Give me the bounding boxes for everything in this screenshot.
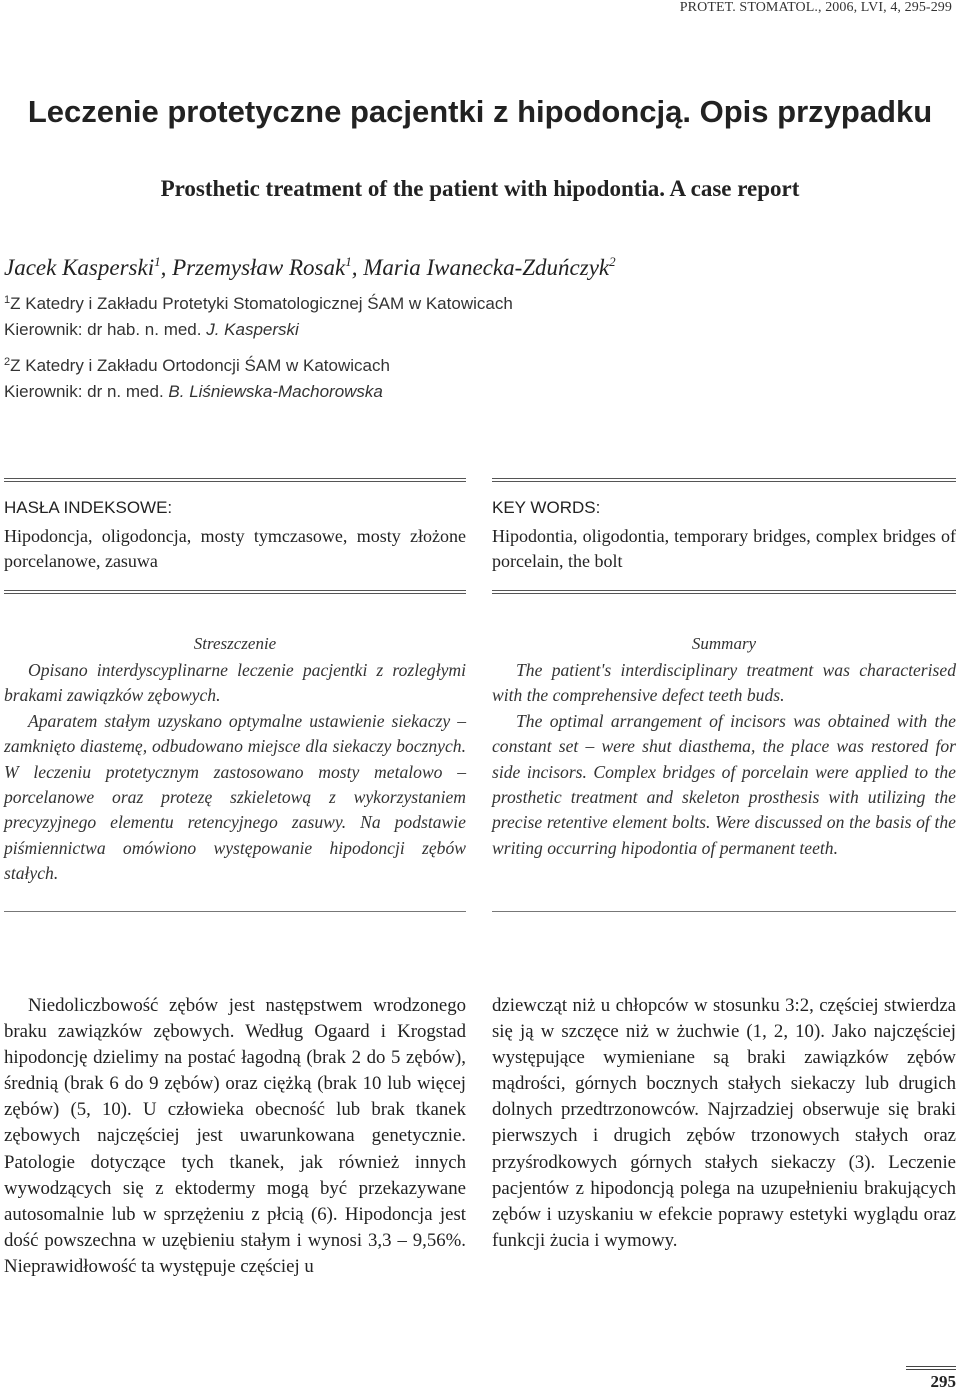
page-number: 295 <box>930 1372 956 1391</box>
abstract-pl-body <box>4 658 466 887</box>
affiliation-text: Z Katedry i Zakładu Protetyki Stomatologicznej ŚAM w Katowicach <box>10 294 513 313</box>
author-line <box>4 254 616 281</box>
abstract-paragraph: Opisano interdyscyplinarne leczenie pacjentki z rozległymi brakami zawiązków zębowych. <box>4 660 466 706</box>
divider-rule <box>4 590 466 594</box>
affiliation-head-prefix: Kierownik: dr n. med. <box>4 382 169 401</box>
author-separator: , <box>160 255 173 280</box>
running-head: PROTET. STOMATOL., 2006, LVI, 4, 295-299 <box>679 0 952 15</box>
author-name: Przemysław Rosak <box>172 255 346 280</box>
body-column-right <box>492 993 956 1254</box>
body-paragraph: Niedoliczbowość zębów jest następstwem wrodzonego braku zawiązków zębowych. Według Ogaard i Krogstad hipodoncję dzielimy na postać łagodną (brak 2 do 5 zębów), średnią (brak 6 do 9 zębów) oraz ciężką (brak 10 lub więcej zębów) (5, 10). U człowieka obecność lub brak tkanek zębowych najczęściej jest uwarunkowana genetycznie. Patologie dotyczące tych tkanek, jak również innych wywodzących się z ektodermy mogą być przekazywane autosomalnie lub w sprzężeniu z płcią (6). Hipodoncja jest dość powszechna w uzębieniu stałym i wynosi 3,3 – 9,56%. Nieprawidłowość ta występuje częściej u <box>4 995 466 1277</box>
body-column-left <box>4 993 466 1280</box>
author-affiliation-mark: 1 <box>345 254 352 269</box>
author-affiliation-mark: 1 <box>154 254 161 269</box>
affiliation-text: Z Katedry i Zakładu Ortodoncji ŚAM w Katowicach <box>10 356 390 375</box>
keywords-pl-heading: HASŁA INDEKSOWE: <box>4 498 173 517</box>
divider-rule <box>492 478 956 482</box>
keywords-en-heading: KEY WORDS: <box>492 498 601 517</box>
author-separator: , <box>351 255 364 280</box>
affiliation-head <box>4 320 299 340</box>
page-number-rule <box>906 1366 956 1370</box>
divider-rule <box>4 478 466 482</box>
affiliation-unit <box>4 294 513 314</box>
abstract-paragraph: The patient's interdisciplinary treatment was characterised with the comprehensive defect teeth buds. <box>492 660 956 706</box>
affiliation-head-name: B. Liśniewska-Machorowska <box>168 382 383 401</box>
abstract-pl-heading: Streszczenie <box>193 634 277 653</box>
affiliation-mark: 1 <box>4 294 11 306</box>
author-name: Maria Iwanecka-Zduńczyk <box>363 255 610 280</box>
author-affiliation-mark: 2 <box>609 254 616 269</box>
abstract-en-heading: Summary <box>691 634 757 653</box>
abstract-en-body <box>492 658 956 861</box>
divider-rule <box>492 590 956 594</box>
keywords-en-text: Hipodontia, oligodontia, temporary bridges, complex bridges of porcelain, the bolt <box>492 526 956 571</box>
affiliation-unit <box>4 356 390 376</box>
divider-rule <box>4 911 466 912</box>
divider-rule <box>492 911 956 912</box>
affiliation-head <box>4 382 383 402</box>
body-paragraph: dziewcząt niż u chłopców w stosunku 3:2, częściej stwierdza się ją w szczęce niż w żuchwie (1, 2, 10). Jako najczęściej występujące wymieniane są braki zawiązków zębów mądrości, górnych bocznych stałych siekaczy lub drugich dolnych przedtrzonowców. Najrzadziej obserwuje się braki pierwszych i drugich zębów trzonowych stałych oraz przyśrodkowych górnych stałych siekaczy (3). Leczenie pacjentów z hipodoncją polega na uzupełnieniu brakujących zębów i uzyskaniu w efekcie poprawy estetyki wyglądu oraz funkcji żucia i wymowy. <box>492 995 956 1251</box>
article-subtitle: Prosthetic treatment of the patient with hipodontia. A case report <box>160 176 800 201</box>
abstract-paragraph: The optimal arrangement of incisors was obtained with the constant set – were shut diasthema, the place was restored for side incisors. Complex bridges of porcelain were applied to the prosthetic treatment and skeleton prosthesis with utilizing the precise retentive element bolts. Were discussed on the basis of the writing occurring hipodontia of permanent teeth. <box>492 710 956 858</box>
affiliation-head-prefix: Kierownik: dr hab. n. med. <box>4 320 207 339</box>
affiliation-head-name: J. Kasperski <box>206 320 299 339</box>
article-title: Leczenie protetyczne pacjentki z hipodoncją. Opis przypadku <box>27 94 933 129</box>
abstract-paragraph: Aparatem stałym uzyskano optymalne ustawienie siekaczy – zamknięto diastemę, odbudowano miejsce dla siekaczy bocznych. W leczeniu protetycznym zastosowano mosty metalowo – porcelanowe oraz protezę szkieletową z wykorzystaniem precyzyjnego elementu retencyjnego zasuwy. Na podstawie piśmiennictwa omówiono występowanie hipodoncji zębów stałych. <box>4 710 466 884</box>
author-name: Jacek Kasperski <box>4 255 155 280</box>
affiliation-mark: 2 <box>4 356 11 368</box>
keywords-pl-text: Hipodoncja, oligodoncja, mosty tymczasowe, mosty złożone porcelanowe, zasuwa <box>4 526 466 571</box>
